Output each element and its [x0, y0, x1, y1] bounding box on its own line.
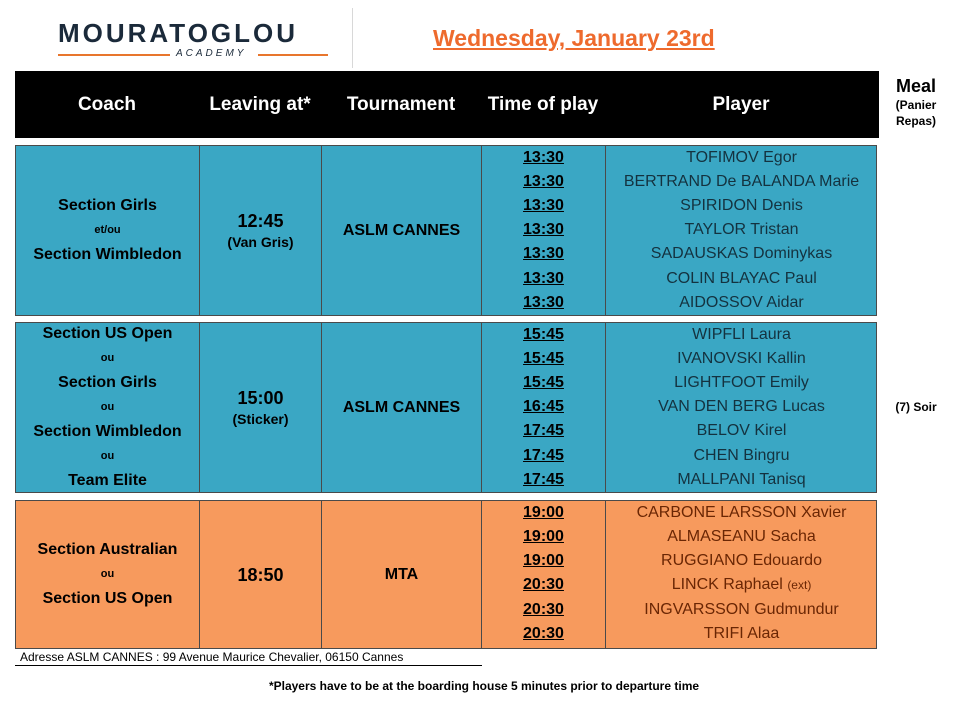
time-of-play: 20:30: [523, 576, 564, 593]
leaving-note: (Sticker): [232, 410, 289, 427]
leaving-time: 15:00: [237, 387, 284, 408]
col-header-leaving: Leaving at*: [209, 93, 311, 115]
leaving-note: (Van Gris): [227, 233, 294, 250]
schedule-group-2: [15, 322, 877, 493]
logo-rule-left: [58, 54, 170, 56]
logo-wordmark: MOURATOGLOU: [58, 18, 299, 48]
venue-address: Adresse ASLM CANNES : 99 Avenue Maurice Chevalier, 06150 Cannes: [20, 650, 404, 664]
meal-title: Meal: [895, 76, 937, 96]
logo-tagline: ACADEMY: [176, 48, 247, 59]
time-of-play: 13:30: [523, 197, 564, 214]
player-name: ALMASEANU Sacha: [667, 528, 816, 545]
time-of-play: 17:45: [523, 447, 564, 464]
tournament-cell: [322, 501, 481, 648]
schedule-group-3: [15, 500, 877, 649]
time-of-play: 19:00: [523, 504, 564, 521]
player-name: LINCK Raphael: [671, 576, 783, 593]
player-name: INGVARSSON Gudmundur: [644, 601, 839, 618]
time-of-play: 13:30: [523, 221, 564, 238]
time-of-play: 17:45: [523, 422, 564, 439]
coach-line: Section Wimbledon: [33, 246, 182, 263]
player-column: [606, 323, 877, 492]
player-column: [606, 501, 877, 648]
logo-rule-right: [258, 54, 328, 56]
coach-cell: [16, 323, 199, 492]
coach-line: Section Girls: [58, 374, 157, 391]
time-of-play: 15:45: [523, 326, 564, 343]
header-divider: [352, 8, 353, 68]
coach-line: Team Elite: [68, 472, 147, 489]
player-name: TAYLOR Tristan: [684, 221, 799, 238]
leaving-cell: [200, 323, 321, 492]
player-name: TRIFI Alaa: [703, 625, 780, 642]
coach-conjunction: ou: [100, 450, 115, 462]
player-column: [606, 146, 877, 315]
time-of-play: 17:45: [523, 471, 564, 488]
coach-cell: [16, 501, 199, 648]
meal-value: (7) Soir: [895, 400, 937, 414]
time-of-play: 20:30: [523, 625, 564, 642]
leaving-cell: [200, 146, 321, 315]
coach-line: Section Australian: [37, 541, 178, 558]
player-external-note: (ext): [787, 578, 812, 592]
col-header-meal: [884, 76, 948, 129]
time-column: [482, 501, 605, 648]
player-name: WIPFLI Laura: [692, 326, 791, 343]
player-name: VAN DEN BERG Lucas: [658, 398, 825, 415]
time-of-play: 13:30: [523, 173, 564, 190]
player-name: AIDOSSOV Aidar: [679, 294, 804, 311]
player-name: TOFIMOV Egor: [686, 149, 797, 166]
time-of-play: 13:30: [523, 149, 564, 166]
player-name-row: [606, 576, 877, 594]
player-name: MALLPANI Tanisq: [677, 471, 806, 488]
tournament-name: ASLM CANNES: [342, 398, 461, 416]
leaving-time: 18:50: [237, 564, 284, 585]
meal-sub-1: (Panier: [895, 98, 937, 112]
coach-line: Section US Open: [42, 590, 173, 607]
departure-footnote: *Players have to be at the boarding house 5 minutes prior to departure time: [268, 679, 700, 693]
time-of-play: 13:30: [523, 245, 564, 262]
coach-conjunction: et/ou: [94, 224, 121, 236]
coach-line: Section Girls: [58, 197, 157, 214]
address-underline: [15, 665, 482, 666]
player-name: RUGGIANO Edouardo: [661, 552, 822, 569]
player-name: SADAUSKAS Dominykas: [650, 245, 833, 262]
leaving-cell: [200, 501, 321, 648]
player-name: COLIN BLAYAC Paul: [666, 270, 817, 287]
col-header-tournament: Tournament: [346, 93, 456, 115]
coach-line: Section US Open: [42, 325, 173, 342]
coach-cell: [16, 146, 199, 315]
player-name: IVANOVSKI Kallin: [677, 350, 806, 367]
time-of-play: 16:45: [523, 398, 564, 415]
player-name: LIGHTFOOT Emily: [674, 374, 809, 391]
col-header-time: Time of play: [487, 93, 599, 115]
tournament-name: MTA: [384, 565, 419, 583]
tournament-cell: [322, 323, 481, 492]
col-header-player: Player: [712, 93, 770, 115]
player-name: CARBONE LARSSON Xavier: [636, 504, 847, 521]
time-of-play: 15:45: [523, 350, 564, 367]
col-header-coach: Coach: [77, 93, 137, 115]
time-column: [482, 146, 605, 315]
coach-conjunction: ou: [100, 401, 115, 413]
schedule-group-1: [15, 145, 877, 316]
time-of-play: 20:30: [523, 601, 564, 618]
player-name: BELOV Kirel: [696, 422, 787, 439]
player-name: BERTRAND De BALANDA Marie: [623, 173, 860, 190]
meal-sub-2: Repas): [895, 114, 936, 128]
time-column: [482, 323, 605, 492]
time-of-play: 15:45: [523, 374, 564, 391]
tournament-cell: [322, 146, 481, 315]
time-of-play: 19:00: [523, 528, 564, 545]
academy-logo: [58, 18, 328, 60]
time-of-play: 13:30: [523, 270, 564, 287]
coach-conjunction: ou: [100, 568, 115, 580]
player-name: CHEN Bingru: [693, 447, 790, 464]
time-of-play: 19:00: [523, 552, 564, 569]
player-name: SPIRIDON Denis: [680, 197, 803, 214]
time-of-play: 13:30: [523, 294, 564, 311]
coach-line: Section Wimbledon: [33, 423, 182, 440]
leaving-time: 12:45: [237, 210, 284, 231]
coach-conjunction: ou: [100, 352, 115, 364]
tournament-name: ASLM CANNES: [342, 221, 461, 239]
page-title: Wednesday, January 23rd: [433, 25, 715, 51]
